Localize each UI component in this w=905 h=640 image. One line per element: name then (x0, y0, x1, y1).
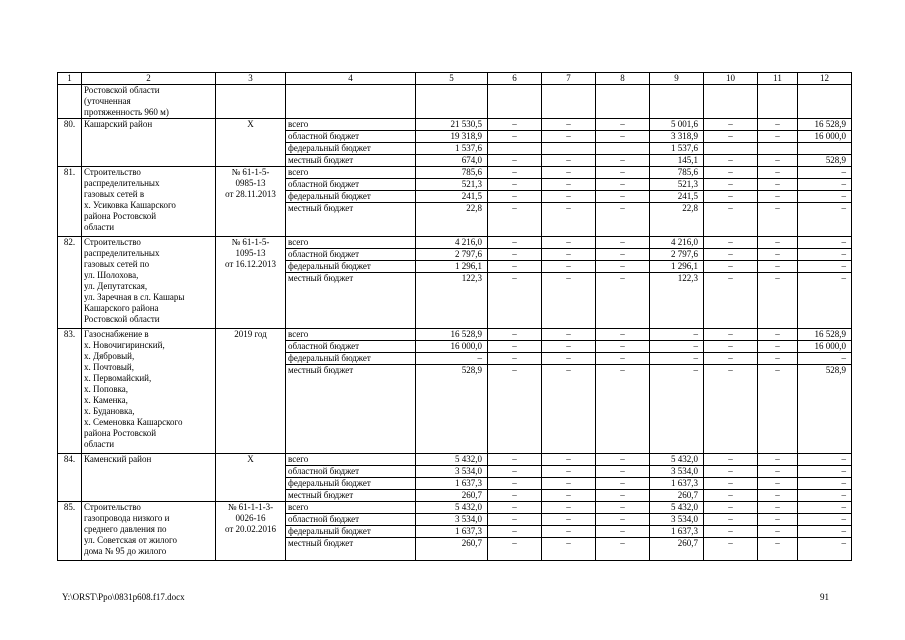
year-col-6-cell: – (488, 341, 542, 353)
budget-source-cell: всего (286, 329, 416, 341)
year-col-11-cell: – (758, 273, 798, 329)
year-col-8-cell: – (596, 155, 650, 167)
year-col-11-cell: – (758, 203, 798, 237)
year-col-8-cell: – (596, 365, 650, 454)
year-col-10-cell: – (704, 131, 758, 143)
object-name-cell: Строительство газопровода низкого и среднего давления по ул. Советская от жилого дома № 95 до жилого (82, 502, 216, 561)
table-row (58, 502, 852, 514)
column-number-header: 2 (82, 73, 216, 85)
year-col-8-cell: – (596, 353, 650, 365)
year-col-9-cell: 241,5 (650, 191, 704, 203)
year-col-7-cell: – (542, 353, 596, 365)
object-name-cell: Кашарский район (82, 119, 216, 167)
year-col-9-cell (650, 85, 704, 119)
column-number-header: 7 (542, 73, 596, 85)
year-col-9-cell: 3 534,0 (650, 514, 704, 526)
year-col-8-cell: – (596, 203, 650, 237)
year-col-9-cell: – (650, 365, 704, 454)
year-col-10-cell: – (704, 538, 758, 561)
total-amount-cell: 3 534,0 (416, 514, 488, 526)
year-col-10-cell: – (704, 273, 758, 329)
total-amount-cell: 16 000,0 (416, 341, 488, 353)
year-col-10-cell (704, 143, 758, 155)
year-col-7-cell: – (542, 341, 596, 353)
total-amount-cell: 5 432,0 (416, 502, 488, 514)
budget-source-cell: местный бюджет (286, 155, 416, 167)
column-number-header: 1 (58, 73, 82, 85)
year-col-10-cell: – (704, 249, 758, 261)
year-col-11-cell: – (758, 526, 798, 538)
year-col-8-cell: – (596, 466, 650, 478)
year-col-10-cell: – (704, 466, 758, 478)
year-col-6-cell: – (488, 131, 542, 143)
year-col-8-cell: – (596, 514, 650, 526)
table-row (58, 329, 852, 341)
year-col-11-cell: – (758, 155, 798, 167)
year-col-8-cell: – (596, 454, 650, 466)
year-col-7-cell: – (542, 273, 596, 329)
year-col-9-cell: 3 534,0 (650, 466, 704, 478)
year-col-9-cell: 1 637,3 (650, 526, 704, 538)
year-col-7-cell: – (542, 538, 596, 561)
year-col-8-cell: – (596, 237, 650, 249)
year-col-8-cell: – (596, 526, 650, 538)
year-col-6-cell: – (488, 538, 542, 561)
year-col-10-cell: – (704, 179, 758, 191)
total-amount-cell: 21 530,5 (416, 119, 488, 131)
year-col-10-cell: – (704, 514, 758, 526)
year-col-7-cell: – (542, 365, 596, 454)
budget-source-cell: всего (286, 167, 416, 179)
total-amount-cell: 528,9 (416, 365, 488, 454)
year-col-9-cell: 5 432,0 (650, 502, 704, 514)
total-amount-cell: 1 637,3 (416, 526, 488, 538)
budget-source-cell: всего (286, 454, 416, 466)
year-col-10-cell: – (704, 490, 758, 502)
year-col-7-cell: – (542, 502, 596, 514)
total-amount-cell: 1 537,6 (416, 143, 488, 155)
year-col-8-cell: – (596, 119, 650, 131)
year-col-10-cell: – (704, 526, 758, 538)
year-col-7-cell: – (542, 203, 596, 237)
year-col-7-cell: – (542, 249, 596, 261)
document-ref-cell: X (216, 454, 286, 502)
year-col-6-cell: – (488, 454, 542, 466)
total-amount-cell: 1 637,3 (416, 478, 488, 490)
year-col-8-cell: – (596, 167, 650, 179)
budget-source-cell: федеральный бюджет (286, 353, 416, 365)
year-col-12-cell: – (798, 237, 852, 249)
year-col-12-cell: – (798, 514, 852, 526)
year-col-9-cell: – (650, 353, 704, 365)
document-ref-cell: 2019 год (216, 329, 286, 454)
column-number-header: 6 (488, 73, 542, 85)
year-col-11-cell: – (758, 502, 798, 514)
total-amount-cell: 260,7 (416, 538, 488, 561)
year-col-7-cell: – (542, 329, 596, 341)
year-col-9-cell: 1 296,1 (650, 261, 704, 273)
year-col-12-cell: – (798, 353, 852, 365)
year-col-9-cell: 5 001,6 (650, 119, 704, 131)
column-number-header: 11 (758, 73, 798, 85)
document-ref-cell: № 61-1-5- 1095-13 от 16.12.2013 (216, 237, 286, 329)
year-col-10-cell: – (704, 365, 758, 454)
document-ref-cell: № 61-1-1-3- 0026-16 от 20.02.2016 (216, 502, 286, 561)
year-col-7-cell: – (542, 155, 596, 167)
year-col-9-cell: 5 432,0 (650, 454, 704, 466)
year-col-10-cell: – (704, 203, 758, 237)
year-col-8-cell: – (596, 273, 650, 329)
object-name-cell: Строительство распределительных газовых сетей в х. Усиковка Кашарского района Ростовской области (82, 167, 216, 237)
year-col-11-cell: – (758, 179, 798, 191)
year-col-10-cell: – (704, 454, 758, 466)
year-col-8-cell: – (596, 478, 650, 490)
year-col-9-cell: 521,3 (650, 179, 704, 191)
year-col-6-cell (488, 143, 542, 155)
year-col-11-cell: – (758, 329, 798, 341)
year-col-11-cell (758, 85, 798, 119)
year-col-12-cell: 528,9 (798, 365, 852, 454)
year-col-6-cell: – (488, 167, 542, 179)
year-col-12-cell: – (798, 466, 852, 478)
year-col-6-cell: – (488, 502, 542, 514)
year-col-12-cell: 16 528,9 (798, 329, 852, 341)
year-col-10-cell: – (704, 237, 758, 249)
budget-source-cell (286, 85, 416, 119)
year-col-12-cell: – (798, 261, 852, 273)
year-col-12-cell: – (798, 490, 852, 502)
year-col-7-cell: – (542, 478, 596, 490)
object-name-cell: Строительство распределительных газовых сетей по ул. Шолохова, ул. Депутатская, ул. Заречная в сл. Кашары Кашарского района Ростовской области (82, 237, 216, 329)
year-col-12-cell: – (798, 191, 852, 203)
total-amount-cell: 22,8 (416, 203, 488, 237)
total-amount-cell: 241,5 (416, 191, 488, 203)
object-name-cell: Каменский район (82, 454, 216, 502)
table-row (58, 454, 852, 466)
year-col-11-cell: – (758, 167, 798, 179)
year-col-10-cell: – (704, 191, 758, 203)
year-col-9-cell: 785,6 (650, 167, 704, 179)
year-col-9-cell: 3 318,9 (650, 131, 704, 143)
year-col-10-cell: – (704, 167, 758, 179)
year-col-7-cell: – (542, 466, 596, 478)
year-col-10-cell: – (704, 329, 758, 341)
budget-source-cell: федеральный бюджет (286, 478, 416, 490)
budget-source-cell: федеральный бюджет (286, 191, 416, 203)
total-amount-cell: 1 296,1 (416, 261, 488, 273)
year-col-7-cell: – (542, 237, 596, 249)
year-col-12-cell: 16 000,0 (798, 341, 852, 353)
table-row (58, 119, 852, 131)
total-amount-cell: 5 432,0 (416, 454, 488, 466)
year-col-8-cell: – (596, 341, 650, 353)
year-col-7-cell: – (542, 167, 596, 179)
year-col-9-cell: 122,3 (650, 273, 704, 329)
year-col-6-cell: – (488, 514, 542, 526)
year-col-8-cell: – (596, 261, 650, 273)
table-row (58, 237, 852, 249)
year-col-12-cell: – (798, 167, 852, 179)
year-col-9-cell: 1 537,6 (650, 143, 704, 155)
year-col-11-cell: – (758, 490, 798, 502)
year-col-12-cell: – (798, 526, 852, 538)
total-amount-cell: 785,6 (416, 167, 488, 179)
year-col-11-cell: – (758, 119, 798, 131)
year-col-8-cell: – (596, 179, 650, 191)
column-number-header: 9 (650, 73, 704, 85)
total-amount-cell: 122,3 (416, 273, 488, 329)
budget-source-cell: федеральный бюджет (286, 526, 416, 538)
year-col-10-cell: – (704, 155, 758, 167)
budget-source-cell: местный бюджет (286, 538, 416, 561)
year-col-7-cell: – (542, 454, 596, 466)
year-col-12-cell: 16 528,9 (798, 119, 852, 131)
column-number-header: 8 (596, 73, 650, 85)
total-amount-cell: 674,0 (416, 155, 488, 167)
item-number-cell: 83. (58, 329, 82, 454)
year-col-7-cell: – (542, 191, 596, 203)
year-col-10-cell: – (704, 502, 758, 514)
column-number-header: 12 (798, 73, 852, 85)
year-col-9-cell: 145,1 (650, 155, 704, 167)
budget-source-cell: всего (286, 237, 416, 249)
year-col-11-cell: – (758, 353, 798, 365)
year-col-8-cell (596, 85, 650, 119)
table-body (58, 85, 852, 561)
object-name-cell: Газоснабжение в х. Новочигиринский, х. Дябровый, х. Почтовый, х. Первомайский, х. Поповка, х. Каменка, х. Будановка, х. Семеновка Кашарского района Ростовской области (82, 329, 216, 454)
budget-source-cell: областной бюджет (286, 466, 416, 478)
year-col-11-cell: – (758, 261, 798, 273)
year-col-12-cell: – (798, 249, 852, 261)
year-col-11-cell: – (758, 454, 798, 466)
budget-source-cell: всего (286, 502, 416, 514)
total-amount-cell: 2 797,6 (416, 249, 488, 261)
year-col-12-cell: – (798, 454, 852, 466)
total-amount-cell: 260,7 (416, 490, 488, 502)
year-col-9-cell: 260,7 (650, 490, 704, 502)
year-col-11-cell: – (758, 365, 798, 454)
year-col-12-cell: – (798, 273, 852, 329)
year-col-6-cell: – (488, 329, 542, 341)
item-number-cell (58, 85, 82, 119)
year-col-9-cell: 2 797,6 (650, 249, 704, 261)
year-col-8-cell: – (596, 191, 650, 203)
year-col-6-cell: – (488, 155, 542, 167)
footer-file-path: Y:\ORST\Ppo\0831p608.f17.docx (62, 592, 185, 602)
year-col-11-cell: – (758, 191, 798, 203)
total-amount-cell (416, 85, 488, 119)
year-col-6-cell: – (488, 273, 542, 329)
year-col-6-cell: – (488, 191, 542, 203)
budget-source-cell: всего (286, 119, 416, 131)
year-col-6-cell: – (488, 179, 542, 191)
year-col-11-cell: – (758, 131, 798, 143)
document-ref-cell (216, 85, 286, 119)
total-amount-cell: 19 318,9 (416, 131, 488, 143)
year-col-8-cell: – (596, 502, 650, 514)
year-col-6-cell (488, 85, 542, 119)
year-col-12-cell: – (798, 179, 852, 191)
table-row (58, 85, 852, 119)
item-number-cell: 84. (58, 454, 82, 502)
budget-source-cell: областной бюджет (286, 131, 416, 143)
year-col-8-cell: – (596, 490, 650, 502)
budget-source-cell: областной бюджет (286, 249, 416, 261)
year-col-6-cell: – (488, 119, 542, 131)
year-col-12-cell: – (798, 478, 852, 490)
total-amount-cell: 521,3 (416, 179, 488, 191)
year-col-7-cell: – (542, 119, 596, 131)
total-amount-cell: 3 534,0 (416, 466, 488, 478)
year-col-6-cell: – (488, 466, 542, 478)
year-col-7-cell: – (542, 526, 596, 538)
year-col-9-cell: 22,8 (650, 203, 704, 237)
year-col-9-cell: – (650, 341, 704, 353)
year-col-11-cell: – (758, 466, 798, 478)
year-col-6-cell: – (488, 249, 542, 261)
year-col-7-cell: – (542, 179, 596, 191)
page-number: 91 (820, 592, 829, 602)
column-number-header: 5 (416, 73, 488, 85)
year-col-11-cell: – (758, 341, 798, 353)
year-col-8-cell: – (596, 538, 650, 561)
year-col-8-cell: – (596, 249, 650, 261)
year-col-12-cell: – (798, 203, 852, 237)
budget-table (57, 72, 852, 561)
column-number-row (58, 73, 852, 85)
total-amount-cell: 16 528,9 (416, 329, 488, 341)
budget-source-cell: местный бюджет (286, 365, 416, 454)
year-col-10-cell: – (704, 261, 758, 273)
year-col-10-cell: – (704, 478, 758, 490)
year-col-10-cell: – (704, 341, 758, 353)
year-col-6-cell: – (488, 478, 542, 490)
budget-source-cell: областной бюджет (286, 341, 416, 353)
column-number-header: 10 (704, 73, 758, 85)
budget-source-cell: федеральный бюджет (286, 261, 416, 273)
budget-source-cell: областной бюджет (286, 179, 416, 191)
year-col-10-cell: – (704, 119, 758, 131)
year-col-6-cell: – (488, 526, 542, 538)
year-col-7-cell (542, 85, 596, 119)
year-col-9-cell: 260,7 (650, 538, 704, 561)
budget-source-cell: федеральный бюджет (286, 143, 416, 155)
year-col-7-cell (542, 143, 596, 155)
object-name-cell: Ростовской области (уточненная протяженность 960 м) (82, 85, 216, 119)
year-col-10-cell: – (704, 353, 758, 365)
year-col-8-cell: – (596, 131, 650, 143)
year-col-11-cell: – (758, 514, 798, 526)
year-col-6-cell: – (488, 261, 542, 273)
year-col-6-cell: – (488, 490, 542, 502)
year-col-8-cell: – (596, 329, 650, 341)
year-col-9-cell: – (650, 329, 704, 341)
year-col-9-cell: 1 637,3 (650, 478, 704, 490)
year-col-12-cell: – (798, 502, 852, 514)
year-col-11-cell: – (758, 237, 798, 249)
total-amount-cell: – (416, 353, 488, 365)
year-col-12-cell: 16 000,0 (798, 131, 852, 143)
column-number-header: 3 (216, 73, 286, 85)
year-col-7-cell: – (542, 261, 596, 273)
year-col-10-cell (704, 85, 758, 119)
column-number-header: 4 (286, 73, 416, 85)
year-col-9-cell: 4 216,0 (650, 237, 704, 249)
item-number-cell: 80. (58, 119, 82, 167)
year-col-6-cell: – (488, 203, 542, 237)
item-number-cell: 81. (58, 167, 82, 237)
year-col-11-cell: – (758, 249, 798, 261)
item-number-cell: 85. (58, 502, 82, 561)
year-col-6-cell: – (488, 353, 542, 365)
year-col-11-cell: – (758, 538, 798, 561)
document-ref-cell: № 61-1-5- 0985-13 от 28.11.2013 (216, 167, 286, 237)
year-col-7-cell: – (542, 514, 596, 526)
budget-source-cell: областной бюджет (286, 514, 416, 526)
year-col-11-cell: – (758, 478, 798, 490)
year-col-11-cell (758, 143, 798, 155)
year-col-7-cell: – (542, 131, 596, 143)
year-col-12-cell (798, 85, 852, 119)
table-row (58, 167, 852, 179)
document-ref-cell: X (216, 119, 286, 167)
year-col-12-cell: – (798, 538, 852, 561)
total-amount-cell: 4 216,0 (416, 237, 488, 249)
year-col-12-cell: 528,9 (798, 155, 852, 167)
budget-source-cell: местный бюджет (286, 203, 416, 237)
year-col-6-cell: – (488, 237, 542, 249)
item-number-cell: 82. (58, 237, 82, 329)
year-col-7-cell: – (542, 490, 596, 502)
budget-source-cell: местный бюджет (286, 490, 416, 502)
year-col-8-cell (596, 143, 650, 155)
year-col-6-cell: – (488, 365, 542, 454)
year-col-12-cell (798, 143, 852, 155)
budget-source-cell: местный бюджет (286, 273, 416, 329)
